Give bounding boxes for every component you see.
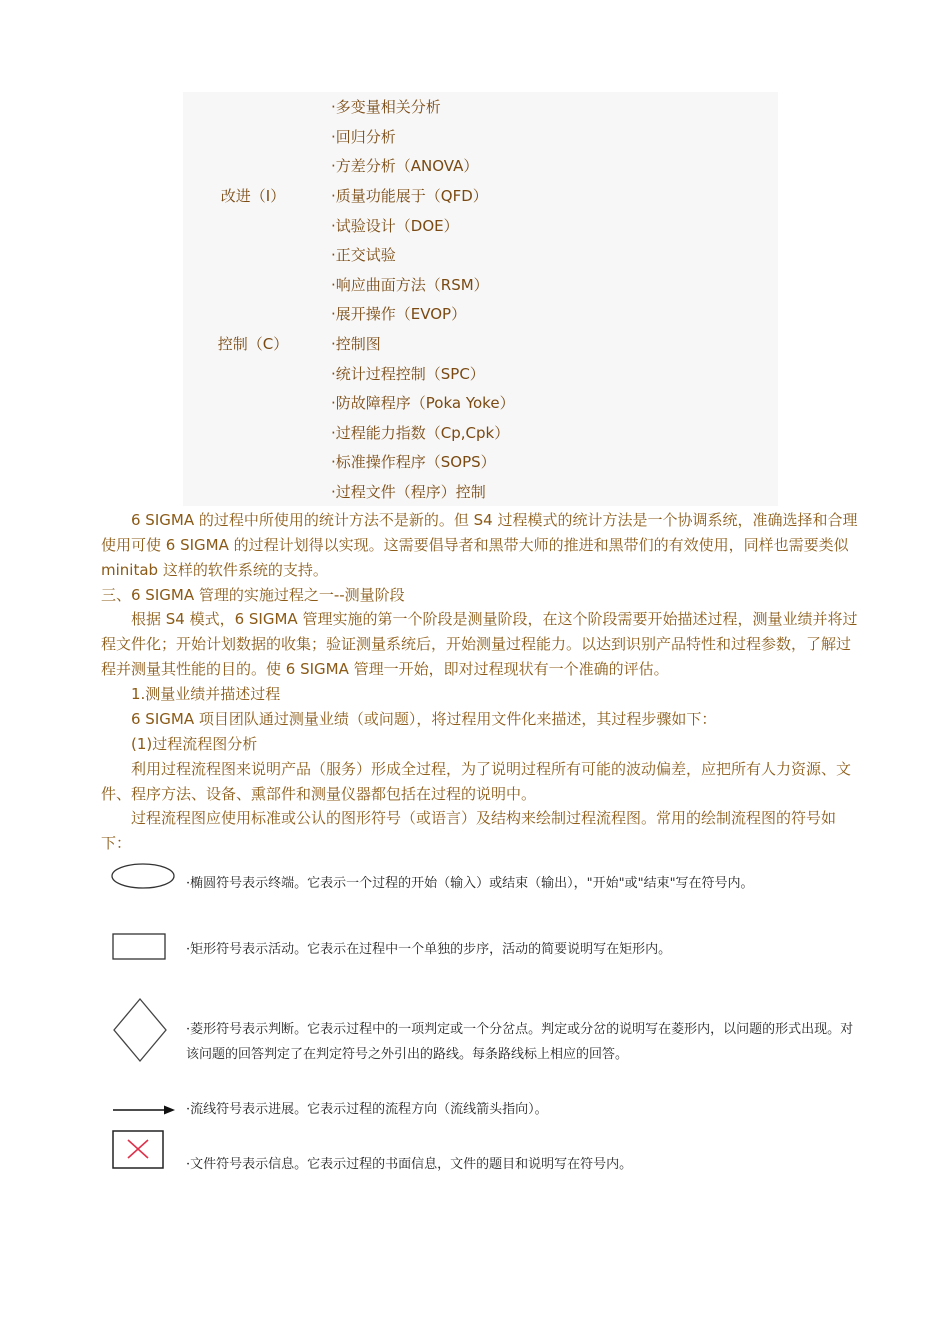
ellipse-description: ·椭圆符号表示终端。它表示一个过程的开始（输入）或结束（输出），"开始"或"结束"写在符号内。: [186, 876, 754, 891]
paragraph-measure-phase: 根据 S4 模式，6 SIGMA 管理实施的第一个阶段是测量阶段，在这个阶段需要开始描述过程，测量业绩并将过程文件化；开始计划数据的收集；验证测量系统后，开始测量过程能力。以达到识别产品特性和过程参数，了解过程并测量其性能的目的。使 6 SIGMA 管理一开始，即对过程现状有一个准确的评估。: [101, 610, 858, 678]
document-description: ·文件符号表示信息。它表示过程的书面信息，文件的题目和说明写在符号内。: [186, 1157, 633, 1172]
paragraph-flowchart-usage: 利用过程流程图来说明产品（服务）形成全过程，为了说明过程所有可能的波动偏差，应把所有人力资源、文件、程序方法、设备、熏部件和测量仪器都包括在过程的说明中。: [101, 760, 852, 803]
tool-item: ·多变量相关分析: [331, 98, 441, 116]
tool-item: ·正交试验: [331, 246, 396, 264]
subheading-measure-performance: 1.测量业绩并描述过程: [131, 685, 281, 703]
phase-control: 控制（C）: [217, 335, 289, 353]
rectangle-description: ·矩形符号表示活动。它表示在过程中一个单独的步序，活动的简要说明写在矩形内。: [186, 942, 672, 957]
paragraph-statistics: 6 SIGMA 的过程中所使用的统计方法不是新的。但 S4 过程模式的统计方法是一个协调系统，准确选择和合理使用可使 6 SIGMA 的过程计划得以实现。这需要倡导者和黑带大师的推进和黑带们的有效使用，同样也需要类似 minitab 这样的软件系统的支持。: [101, 511, 858, 579]
tool-item: ·响应曲面方法（RSM）: [331, 276, 489, 294]
tool-item: ·回归分析: [331, 128, 396, 146]
flowline-arrow-symbol: [110, 1102, 178, 1118]
subheading-flowchart-analysis: (1)过程流程图分析: [131, 735, 258, 753]
tool-item: ·质量功能展于（QFD）: [331, 187, 488, 205]
section-heading-measure: 三、6 SIGMA 管理的实施过程之一--测量阶段: [101, 586, 405, 604]
rectangle-activity-symbol: [110, 931, 170, 963]
document-symbol: [110, 1128, 168, 1172]
diamond-description: ·菱形符号表示判断。它表示过程中的一项判定或一个分岔点。判定或分岔的说明写在菱形内，以问题的形式出现。对该问题的回答判定了在判定符号之外引出的路线。每条路线标上相应的回答。: [186, 1022, 854, 1062]
tool-item: ·防故障程序（Poka Yoke）: [331, 394, 515, 412]
tool-item: ·方差分析（ANOVA）: [331, 157, 479, 175]
tool-item: ·过程文件（程序）控制: [331, 483, 486, 501]
tool-item: ·标准操作程序（SOPS）: [331, 453, 496, 471]
tool-item: ·过程能力指数（Cp,Cpk）: [331, 424, 510, 442]
arrow-description: ·流线符号表示进展。它表示过程的流程方向（流线箭头指向）。: [186, 1102, 548, 1117]
paragraph-flowchart-symbols: 过程流程图应使用标准或公认的图形符号（或语言）及结构来绘制过程流程图。常用的绘制流程图的符号如下：: [101, 809, 837, 852]
tool-item: ·统计过程控制（SPC）: [331, 365, 485, 383]
paragraph-process-steps: 6 SIGMA 项目团队通过测量业绩（或问题），将过程用文件化来描述，其过程步骤如下：: [131, 710, 717, 728]
tools-table: [183, 92, 778, 506]
diamond-decision-symbol: [110, 996, 170, 1064]
tool-item: ·试验设计（DOE）: [331, 217, 459, 235]
tool-item: ·展开操作（EVOP）: [331, 305, 467, 323]
tool-item: ·控制图: [331, 335, 381, 353]
ellipse-terminal-symbol: [110, 862, 176, 892]
phase-improve: 改进（I）: [220, 187, 286, 205]
